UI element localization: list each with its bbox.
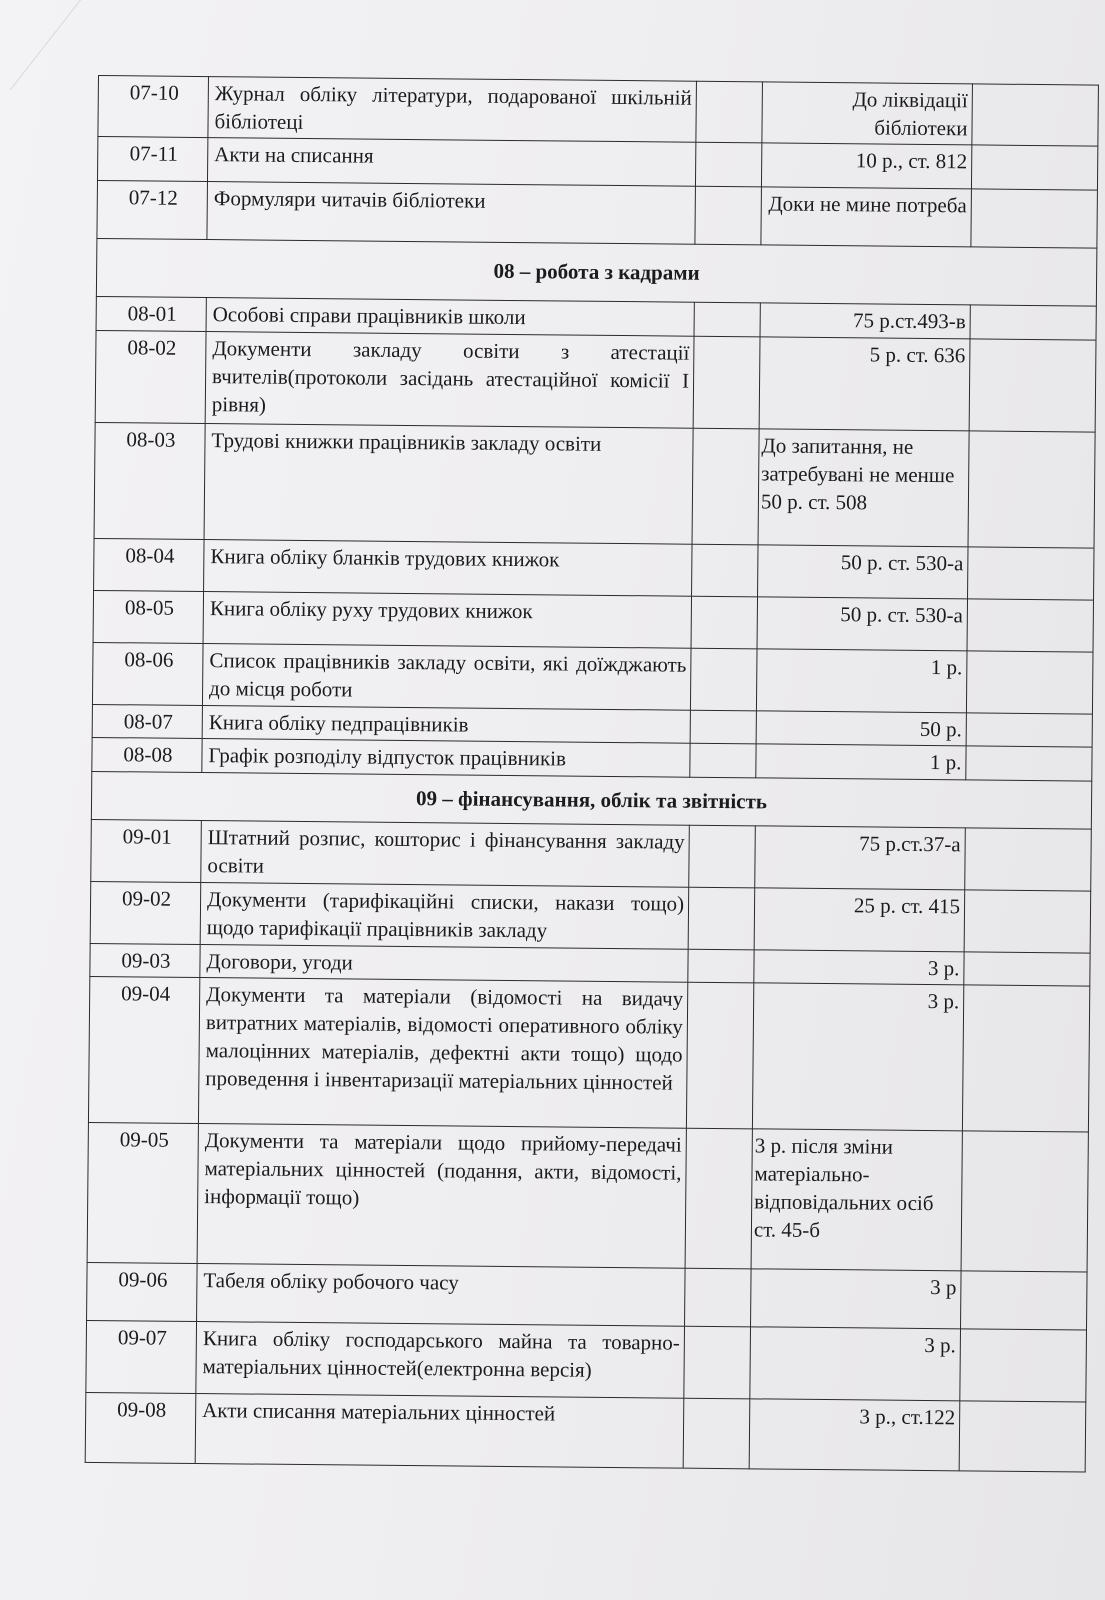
empty-cell — [692, 544, 758, 597]
register-row — [98, 76, 1099, 147]
document-title: Документи та матеріали (відомості на видачу витратних матеріалів, відомості оперативного обліку малоцінних матеріалів, дефектні акти тощо) щодо проведення і інвентаризації матеріальних цінностей — [198, 978, 687, 1129]
document-title: Документи закладу освіти з атестації вчителів(протоколи засідань атестаційної комісії І рівня) — [205, 332, 694, 429]
retention-term: 3 р — [751, 1269, 962, 1329]
register-row — [91, 819, 1092, 891]
empty-cell — [689, 825, 756, 888]
empty-cell — [696, 81, 763, 143]
retention-term: Доки не мине потреба — [761, 187, 972, 247]
retention-term: До запитання, не затребувані не менше 50 р. ст. 508 — [758, 429, 969, 547]
notes-cell — [966, 746, 1092, 781]
document-title: Штатний розпис, кошторис і фінансування закладу освіти — [201, 821, 690, 888]
index-code: 09-01 — [91, 819, 202, 882]
notes-cell — [959, 1401, 1086, 1472]
index-code: 09-05 — [87, 1122, 198, 1263]
empty-cell — [694, 302, 760, 337]
index-code: 09-03 — [90, 943, 200, 977]
notes-cell — [971, 189, 1098, 248]
retention-term: 25 р. ст. 415 — [754, 888, 965, 952]
document-title: Книга обліку педпрацівників — [202, 706, 690, 744]
index-code: 08-05 — [93, 590, 203, 643]
empty-cell — [683, 1398, 750, 1469]
retention-term: 10 р., ст. 812 — [761, 143, 971, 189]
notes-cell — [970, 305, 1096, 340]
index-code: 09-04 — [88, 976, 199, 1123]
notes-cell — [962, 985, 1089, 1132]
empty-cell — [695, 186, 762, 245]
document-title: Трудові книжки працівників закладу освіти — [204, 424, 693, 545]
folded-page-corner — [0, 0, 81, 90]
document-title: Книга обліку бланків трудових книжок — [204, 540, 692, 597]
document-title: Документи (тарифікаційні списки, накази тощо) щодо тарифікації працівників закладу — [200, 883, 689, 950]
empty-cell — [684, 1326, 751, 1399]
index-code: 07-12 — [97, 180, 208, 239]
empty-cell — [690, 648, 757, 711]
index-code: 09-02 — [90, 881, 201, 944]
retention-term: 50 р. ст. 530-а — [758, 545, 968, 599]
empty-cell — [691, 596, 757, 649]
retention-term: 3 р. після зміни матеріально-відповідальних осіб ст. 45-б — [751, 1129, 962, 1271]
section-title: 09 – фінансування, облік та звітність — [91, 771, 1091, 829]
index-code: 08-03 — [94, 422, 205, 539]
document-title: Документи та матеріали щодо прийому-передачі матеріальних цінностей (подання, акти, відомості, інформації тощо) — [197, 1124, 686, 1269]
document-title: Акти списання матеріальних цінностей — [195, 1394, 684, 1469]
document-title: Книга обліку руху трудових книжок — [203, 592, 691, 649]
empty-cell — [692, 428, 759, 545]
index-code: 09-06 — [87, 1262, 198, 1321]
index-code: 07-11 — [97, 137, 207, 182]
notes-cell — [966, 713, 1092, 747]
register-row — [95, 330, 1096, 432]
index-code: 08-04 — [94, 538, 204, 591]
index-code: 07-10 — [98, 76, 209, 138]
section-title: 08 – робота з кадрами — [96, 238, 1097, 306]
retention-term: 3 р. — [752, 983, 963, 1131]
retention-term: 3 р. — [754, 950, 964, 985]
register-row — [90, 881, 1091, 953]
document-title: Список працівників закладу освіти, які доїжджають до місця роботи — [202, 644, 691, 711]
notes-cell — [968, 431, 1095, 548]
register-rows — [85, 76, 1098, 1473]
register-row — [88, 976, 1089, 1132]
document-title: Акти на списання — [207, 138, 695, 187]
register-row — [97, 180, 1098, 248]
register-row — [94, 422, 1095, 548]
register-row — [92, 642, 1093, 714]
empty-cell — [686, 982, 753, 1129]
index-code: 08-02 — [95, 330, 206, 423]
retention-term: До ліквідації бібліотеки — [762, 82, 973, 145]
empty-cell — [685, 1268, 752, 1327]
retention-term: 3 р. — [750, 1327, 961, 1401]
register-row — [87, 1262, 1088, 1330]
notes-cell — [961, 1131, 1088, 1272]
register-row — [86, 1320, 1087, 1402]
document-title: Книга обліку господарського майна та товарно-матеріальних цінностей(електронна версія) — [196, 1322, 685, 1399]
empty-cell — [690, 710, 756, 744]
retention-term: 1 р. — [756, 744, 966, 780]
notes-cell — [966, 651, 1093, 714]
document-title: Журнал обліку літератури, подарованої шкільній бібліотеці — [208, 77, 697, 143]
retention-term: 5 р. ст. 636 — [759, 337, 970, 431]
notes-cell — [969, 339, 1096, 432]
document-title: Особові справи працівників школи — [206, 298, 694, 337]
register-row — [94, 538, 1094, 600]
register-row — [87, 1122, 1088, 1272]
empty-cell — [693, 336, 760, 429]
empty-cell — [688, 949, 754, 983]
notes-cell — [960, 1329, 1087, 1402]
document-title: Договори, угоди — [200, 945, 688, 983]
document-title: Формуляри читачів бібліотеки — [207, 182, 696, 245]
register-row — [93, 590, 1093, 652]
retention-term: 3 р., ст.122 — [749, 1399, 960, 1471]
notes-cell — [968, 547, 1094, 600]
empty-cell — [695, 142, 761, 187]
notes-cell — [961, 1271, 1088, 1330]
index-code: 08-01 — [96, 296, 206, 331]
notes-cell — [964, 890, 1091, 953]
index-code: 08-08 — [92, 737, 202, 772]
retention-term: 50 р. ст. 530-а — [757, 597, 967, 651]
empty-cell — [688, 887, 755, 950]
notes-cell — [964, 952, 1090, 986]
notes-cell — [971, 145, 1097, 190]
retention-term: 1 р. — [756, 649, 967, 713]
notes-cell — [972, 84, 1099, 146]
index-code: 08-06 — [92, 642, 203, 705]
register-row — [85, 1392, 1086, 1472]
index-code: 08-07 — [92, 704, 202, 738]
empty-cell — [685, 1128, 752, 1269]
retention-term: 75 р.ст.37-а — [755, 826, 966, 890]
records-register-table — [85, 75, 1099, 1473]
document-title: Графік розподілу відпусток працівників — [202, 739, 690, 778]
empty-cell — [690, 743, 756, 778]
section-header-row — [96, 238, 1097, 306]
notes-cell — [967, 599, 1093, 652]
retention-term: 50 р. — [756, 711, 966, 746]
document-title: Табеля обліку робочого часу — [197, 1264, 686, 1327]
retention-term: 75 р.ст.493-в — [760, 303, 970, 339]
index-code: 09-08 — [85, 1392, 196, 1463]
index-code: 09-07 — [86, 1320, 197, 1393]
notes-cell — [965, 828, 1092, 891]
